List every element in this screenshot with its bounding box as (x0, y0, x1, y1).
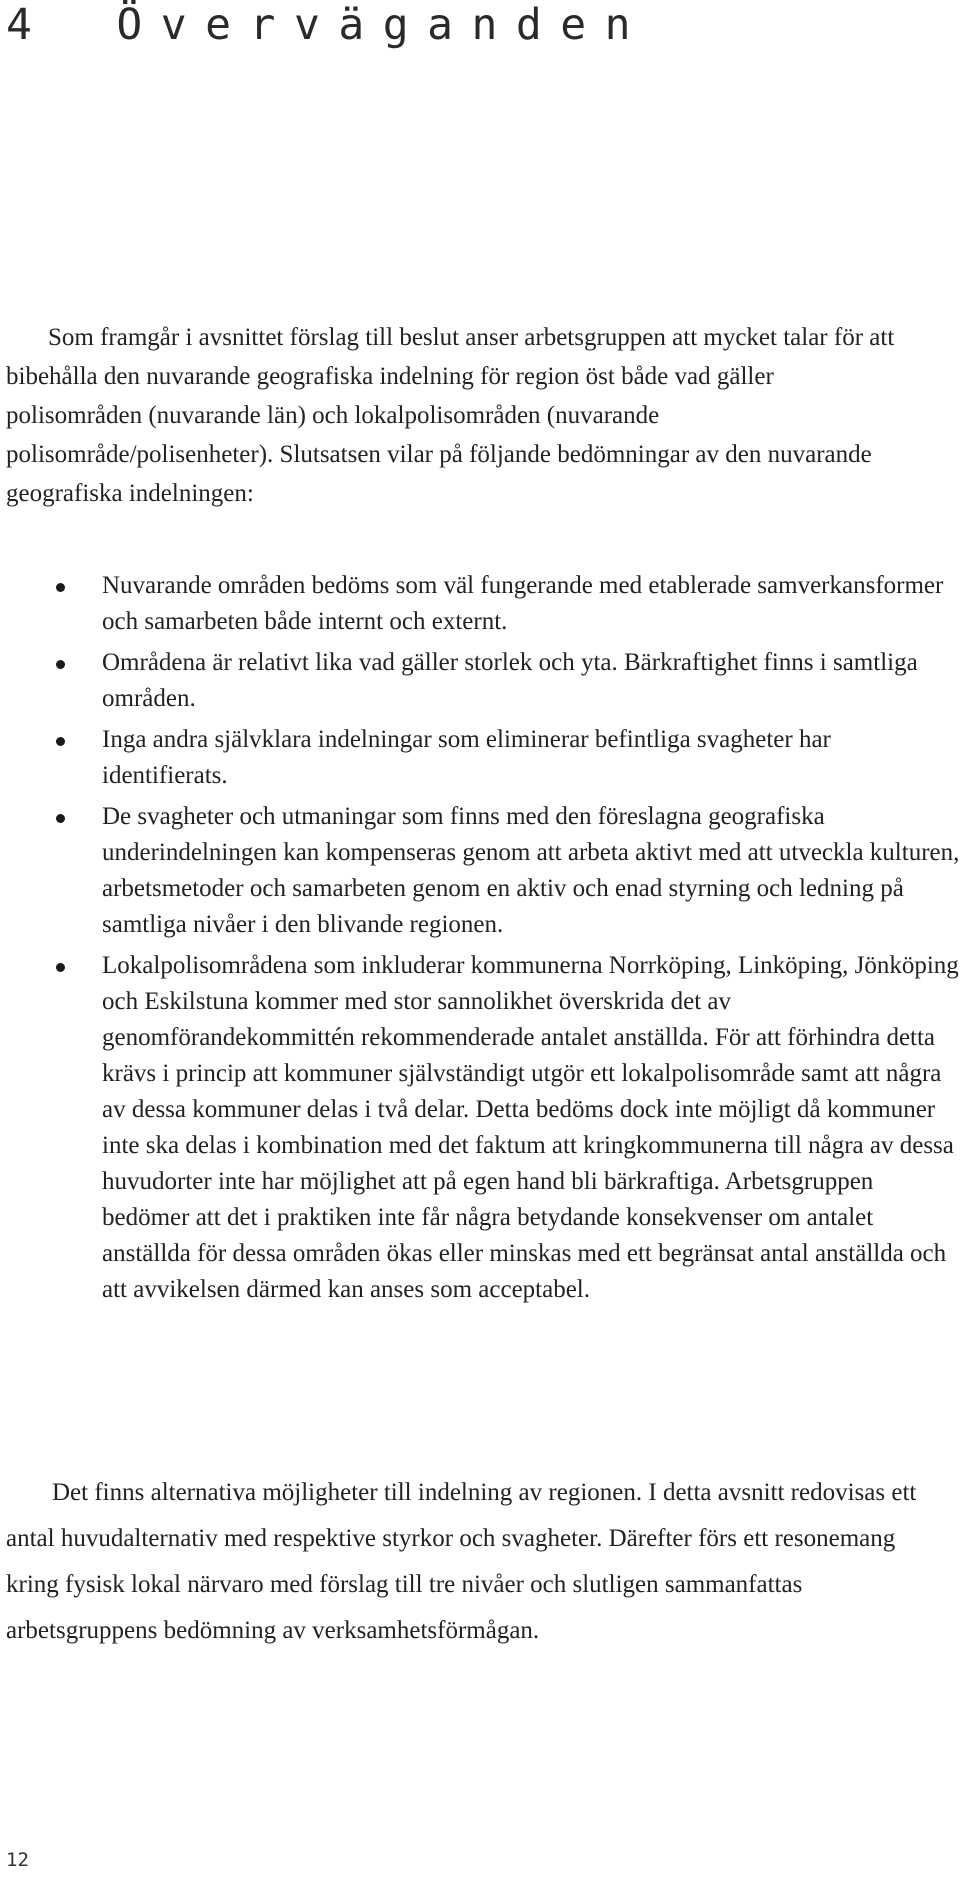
bullet-icon (56, 660, 65, 669)
list-item-text: Områdena är relativt lika vad gäller storlek och yta. Bärkraftighet finns i samtliga områden. (102, 649, 918, 712)
list-item (102, 722, 960, 794)
section-title: Överväganden (116, 0, 650, 50)
section-number: 4 (6, 0, 51, 50)
bullet-list (102, 568, 960, 1313)
list-item (102, 568, 960, 640)
list-item-text: Inga andra självklara indelningar som eliminerar befintliga svagheter har identifierats. (102, 726, 831, 789)
list-item-text: Lokalpolisområdena som inkluderar kommunerna Norrköping, Linköping, Jönköping och Eskilstuna kommer med stor sannolikhet överskrida det av genomförandekommittén rekommenderade antalet anställda. För att förhindra detta krävs i princip att kommuner självständigt utgör ett lokalpolisområde samt att några av dessa kommuner delas i två delar. Detta bedöms dock inte möjligt då kommuner inte ska delas i kombination med det faktum att kringkommunerna till några av dessa huvudorter inte har möjlighet att på egen hand bli bärkraftiga. Arbetsgruppen bedömer att det i praktiken inte får några betydande konsekvenser om antalet anställda för dessa områden ökas eller minskas med ett begränsat antal anställda och att avvikelsen därmed kan anses som acceptabel. (102, 952, 959, 1303)
bullet-icon (56, 737, 65, 746)
section-heading (6, 0, 649, 50)
list-item (102, 799, 960, 943)
page-number: 12 (6, 1849, 29, 1871)
bullet-icon (56, 963, 65, 972)
bullet-icon (56, 583, 65, 592)
list-item-text: De svagheter och utmaningar som finns med den föreslagna geografiska underindelningen kan kompenseras genom att arbeta aktivt med att utveckla kulturen, arbetsmetoder och samarbeten genom en aktiv och enad styrning och ledning på samtliga nivåer i den blivande regionen. (102, 803, 960, 938)
list-item (102, 645, 960, 717)
bullet-icon (56, 814, 65, 823)
closing-paragraph: Det finns alternativa möjligheter till indelning av regionen. I detta avsnitt redovisas ett antal huvudalternativ med respektive styrkor och svagheter. Därefter förs ett resonemang kring fysisk lokal närvaro med förslag till tre nivåer och slutligen sammanfattas arbetsgruppens bedömning av verksamhetsförmågan. (6, 1479, 917, 1644)
intro-paragraph: Som framgår i avsnittet förslag till beslut anser arbetsgruppen att mycket talar för att bibehålla den nuvarande geografiska indelning för region öst både vad gäller polisområden (nuvarande län) och lokalpolisområden (nuvarande polisområde/polisenheter). Slutsatsen vilar på följande bedömningar av den nuvarande geografiska indelningen: (6, 324, 895, 507)
list-item (102, 948, 960, 1308)
list-item-text: Nuvarande områden bedöms som väl fungerande med etablerade samverkansformer och samarbeten både internt och externt. (102, 572, 944, 635)
